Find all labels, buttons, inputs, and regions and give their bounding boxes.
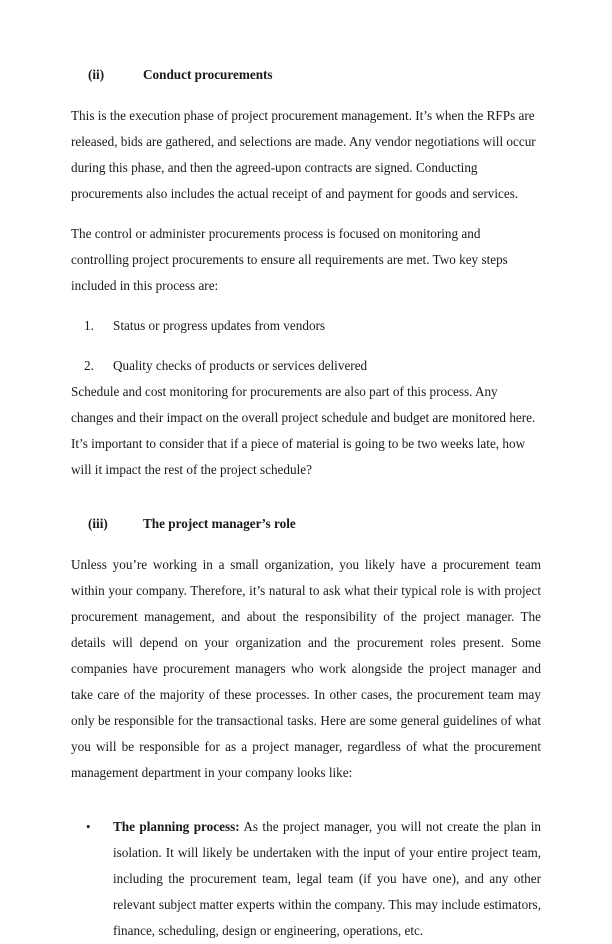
list-marker: 1.	[84, 318, 94, 333]
list-item	[84, 814, 541, 944]
list-item	[84, 313, 541, 339]
list-spacer	[71, 800, 541, 814]
numbered-list-key-steps	[71, 313, 541, 379]
paragraph-execution-phase: This is the execution phase of project procurement management. It’s when the RFPs are released, bids are gathered, and selections are made. Any vendor negotiations will occur during this phase, and then the agreed-upon contracts are signed. Conducting procurements also includes the actual receipt of and payment for goods and services.	[71, 108, 536, 201]
section-numeral-ii: (ii)	[88, 67, 105, 82]
section-title-ii: Conduct procurements	[143, 67, 273, 82]
paragraph-control-administer: The control or administer procurements process is focused on monitoring and controlling project procurements to ensure all requirements are met. Two key steps included in this process are:	[71, 226, 508, 293]
section-title-iii: The project manager’s role	[143, 516, 296, 531]
bulleted-list-pm-responsibilities	[71, 814, 541, 944]
section-numeral-iii: (iii)	[88, 516, 108, 531]
section-heading-iii	[71, 511, 541, 537]
document-content	[71, 62, 541, 944]
list-item-lead-in: The planning process:	[113, 819, 240, 834]
list-item-label: Status or progress updates from vendors	[113, 318, 326, 333]
paragraph-schedule-cost-monitoring: Schedule and cost monitoring for procurements are also part of this process. Any changes and their impact on the overall project schedule and budget are monitored here. It’s important to consider that if a piece of material is going to be two weeks late, how will it impact the rest of the project schedule?	[71, 384, 536, 477]
list-item-label: As the project manager, you will not create the plan in isolation. It will likely be undertaken with the input of your entire project team, including the procurement team, legal team (if you have one), and any other relevant subject matter experts within the company. This may include estimators, finance, scheduling, design or engineering, operations, etc.	[113, 819, 541, 938]
paragraph-procurement-team-role: Unless you’re working in a small organization, you likely have a procurement team within your company. Therefore, it’s natural to ask what their typical role is with project procurement management, and about the responsibility of the project manager. The details will depend on your organization and the procurement roles present. Some companies have procurement managers who work alongside the project manager and take care of the majority of these processes. In other cases, the procurement team may only be responsible for the transactional tasks. Here are some general guidelines of what you will be responsible for as a project manager, regardless of what the procurement management department in your company looks like:	[71, 557, 541, 780]
list-item	[84, 353, 541, 379]
list-item-label: Quality checks of products or services delivered	[113, 358, 368, 373]
list-marker: 2.	[84, 358, 94, 373]
section-spacer	[71, 497, 541, 511]
bullet-icon: •	[86, 819, 91, 834]
section-heading-ii	[71, 62, 541, 88]
